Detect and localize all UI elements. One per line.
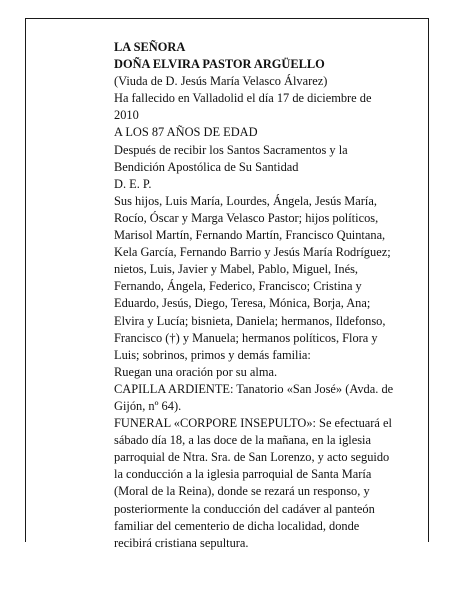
chapel-line: CAPILLA ARDIENTE: Tanatorio «San José» (Avda. de xyxy=(114,381,394,396)
family-paragraph xyxy=(114,193,430,364)
notice-text xyxy=(114,39,430,552)
family-line: Marisol Martín, Fernando Martín, Francisco Quintana, xyxy=(114,228,386,243)
chapel-paragraph xyxy=(114,381,430,415)
death-line-1: Ha fallecido en Valladolid el día 17 de diciembre de xyxy=(114,91,372,106)
death-line-2: 2010 xyxy=(114,108,139,123)
age-line: A LOS 87 AÑOS DE EDAD xyxy=(114,125,258,140)
family-line: Luis; sobrinos, primos y demás familia: xyxy=(114,347,311,362)
funeral-line: recibirá cristiana sepultura. xyxy=(114,535,249,550)
family-line: Rocío, Óscar y Marga Velasco Pastor; hijos políticos, xyxy=(114,210,379,225)
funeral-line: parroquial de Ntra. Sra. de San Lorenzo, y acto seguido xyxy=(114,450,390,465)
family-line: Sus hijos, Luis María, Lourdes, Ángela, Jesús María, xyxy=(114,193,377,208)
sacraments-line-1: Después de recibir los Santos Sacramentos y la xyxy=(114,142,348,157)
chapel-line: Gijón, nº 64). xyxy=(114,398,182,413)
funeral-line: posteriormente la conducción del cadáver al panteón xyxy=(114,501,375,516)
funeral-line: familiar del cementerio de dicha localidad, donde xyxy=(114,518,360,533)
sacraments-line-2: Bendición Apostólica de Su Santidad xyxy=(114,159,299,174)
family-line: Kela García, Fernando Barrio y Jesús María Rodríguez; xyxy=(114,245,391,260)
funeral-line: sábado día 18, a las doce de la mañana, en la iglesia xyxy=(114,433,372,448)
family-line: Eduardo, Jesús, Diego, Teresa, Mónica, Borja, Ana; xyxy=(114,296,371,311)
funeral-line: FUNERAL «CORPORE INSEPULTO»: Se efectuará el xyxy=(114,416,392,431)
family-line: nietos, Luis, Javier y Mabel, Pablo, Miguel, Inés, xyxy=(114,262,358,277)
border-left xyxy=(25,18,26,542)
prayer-line: Ruegan una oración por su alma. xyxy=(114,364,278,379)
dep-line: D. E. P. xyxy=(114,176,152,191)
family-line: Francisco (†) y Manuela; hermanos políticos, Flora y xyxy=(114,330,378,345)
family-line: Fernando, Ángela, Federico, Francisco; Cristina y xyxy=(114,279,362,294)
deceased-name: DOÑA ELVIRA PASTOR ARGÜELLO xyxy=(114,57,325,72)
funeral-paragraph xyxy=(114,415,430,552)
widow-line: (Viuda de D. Jesús María Velasco Álvarez) xyxy=(114,74,328,89)
border-top xyxy=(26,18,429,19)
family-line: Elvira y Lucía; bisnieta, Daniela; hermanos, Ildefonso, xyxy=(114,313,386,328)
funeral-line: la conducción a la iglesia parroquial de Santa María xyxy=(114,467,372,482)
funeral-line: (Moral de la Reina), donde se rezará un responso, y xyxy=(114,484,370,499)
title-line-1: LA SEÑORA xyxy=(114,40,186,54)
